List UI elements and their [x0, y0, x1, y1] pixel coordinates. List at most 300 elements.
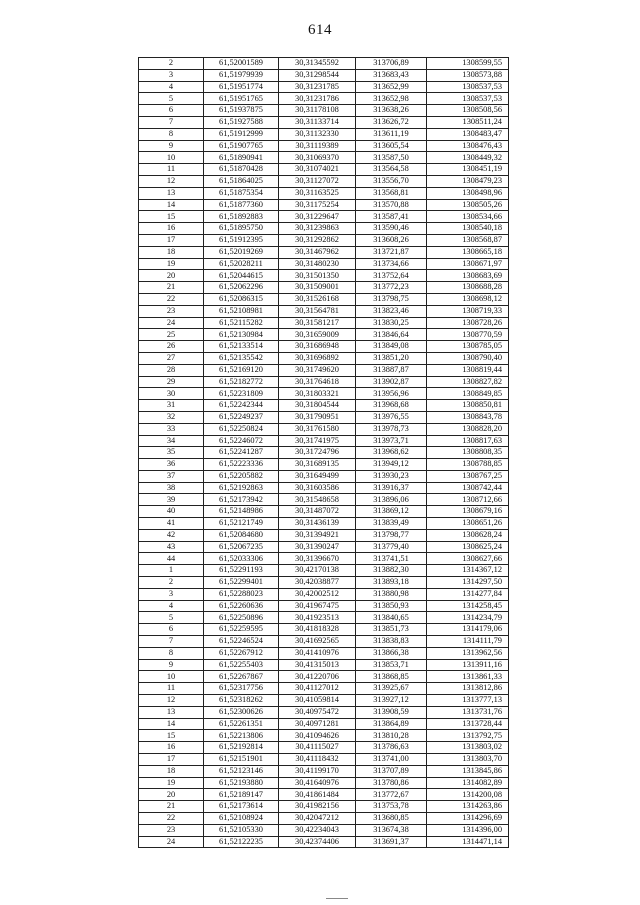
- latitude-cell: 61,52130984: [204, 329, 279, 341]
- longitude-cell: 30,31659009: [279, 329, 356, 341]
- longitude-cell: 30,31133714: [279, 116, 356, 128]
- y-coordinate-cell: 1308785,05: [427, 341, 509, 353]
- point-number-cell: 20: [139, 789, 204, 801]
- latitude-cell: 61,52241287: [204, 447, 279, 459]
- table-row: [139, 352, 509, 364]
- latitude-cell: 61,52300626: [204, 706, 279, 718]
- latitude-cell: 61,52317756: [204, 683, 279, 695]
- latitude-cell: 61,51890941: [204, 152, 279, 164]
- point-number-cell: 9: [139, 659, 204, 671]
- y-coordinate-cell: 1308498,96: [427, 187, 509, 199]
- point-number-cell: 24: [139, 317, 204, 329]
- y-coordinate-cell: 1314111,79: [427, 636, 509, 648]
- x-coordinate-cell: 313652,99: [356, 81, 427, 93]
- y-coordinate-cell: 1308712,66: [427, 494, 509, 506]
- longitude-cell: 30,42047212: [279, 813, 356, 825]
- point-number-cell: 11: [139, 164, 204, 176]
- latitude-cell: 61,52267912: [204, 647, 279, 659]
- point-number-cell: 10: [139, 671, 204, 683]
- longitude-cell: 30,42002512: [279, 588, 356, 600]
- point-number-cell: 44: [139, 553, 204, 565]
- x-coordinate-cell: 313956,96: [356, 388, 427, 400]
- y-coordinate-cell: 1314263,86: [427, 801, 509, 813]
- x-coordinate-cell: 313839,49: [356, 518, 427, 530]
- latitude-cell: 61,52231809: [204, 388, 279, 400]
- table-row: [139, 411, 509, 423]
- point-number-cell: 42: [139, 529, 204, 541]
- point-number-cell: 2: [139, 577, 204, 589]
- point-number-cell: 3: [139, 588, 204, 600]
- longitude-cell: 30,31436139: [279, 518, 356, 530]
- latitude-cell: 61,51937875: [204, 105, 279, 117]
- table-row: [139, 293, 509, 305]
- point-number-cell: 4: [139, 81, 204, 93]
- point-number-cell: 16: [139, 223, 204, 235]
- longitude-cell: 30,41127012: [279, 683, 356, 695]
- point-number-cell: 35: [139, 447, 204, 459]
- point-number-cell: 19: [139, 777, 204, 789]
- y-coordinate-cell: 1314179,06: [427, 624, 509, 636]
- x-coordinate-cell: 313638,26: [356, 105, 427, 117]
- y-coordinate-cell: 1314296,69: [427, 813, 509, 825]
- x-coordinate-cell: 313916,37: [356, 482, 427, 494]
- table-row: [139, 58, 509, 70]
- x-coordinate-cell: 313823,46: [356, 305, 427, 317]
- table-row: [139, 789, 509, 801]
- latitude-cell: 61,52182772: [204, 376, 279, 388]
- point-number-cell: 16: [139, 742, 204, 754]
- table-row: [139, 518, 509, 530]
- x-coordinate-cell: 313968,68: [356, 400, 427, 412]
- longitude-cell: 30,31564781: [279, 305, 356, 317]
- table-row: [139, 553, 509, 565]
- latitude-cell: 61,52223336: [204, 459, 279, 471]
- x-coordinate-cell: 313927,12: [356, 695, 427, 707]
- y-coordinate-cell: 1313861,33: [427, 671, 509, 683]
- latitude-cell: 61,52062296: [204, 282, 279, 294]
- latitude-cell: 61,52213806: [204, 730, 279, 742]
- longitude-cell: 30,42374406: [279, 836, 356, 848]
- point-number-cell: 21: [139, 282, 204, 294]
- table-row: [139, 305, 509, 317]
- latitude-cell: 61,52067235: [204, 541, 279, 553]
- latitude-cell: 61,52123146: [204, 765, 279, 777]
- table-row: [139, 246, 509, 258]
- longitude-cell: 30,31724796: [279, 447, 356, 459]
- table-row: [139, 612, 509, 624]
- table-row: [139, 93, 509, 105]
- x-coordinate-cell: 313973,71: [356, 435, 427, 447]
- point-number-cell: 13: [139, 706, 204, 718]
- point-number-cell: 26: [139, 341, 204, 353]
- point-number-cell: 17: [139, 234, 204, 246]
- table-row: [139, 506, 509, 518]
- x-coordinate-cell: 313851,73: [356, 624, 427, 636]
- x-coordinate-cell: 313896,06: [356, 494, 427, 506]
- table-row: [139, 600, 509, 612]
- longitude-cell: 30,41923513: [279, 612, 356, 624]
- latitude-cell: 61,52288023: [204, 588, 279, 600]
- table-row: [139, 175, 509, 187]
- latitude-cell: 61,52121749: [204, 518, 279, 530]
- point-number-cell: 25: [139, 329, 204, 341]
- table-row: [139, 647, 509, 659]
- latitude-cell: 61,51927588: [204, 116, 279, 128]
- longitude-cell: 30,31803321: [279, 388, 356, 400]
- y-coordinate-cell: 1308719,33: [427, 305, 509, 317]
- table-row: [139, 164, 509, 176]
- point-number-cell: 28: [139, 364, 204, 376]
- longitude-cell: 30,31548658: [279, 494, 356, 506]
- x-coordinate-cell: 313810,28: [356, 730, 427, 742]
- longitude-cell: 30,31292862: [279, 234, 356, 246]
- x-coordinate-cell: 313568,81: [356, 187, 427, 199]
- longitude-cell: 30,31689135: [279, 459, 356, 471]
- table-row: [139, 128, 509, 140]
- x-coordinate-cell: 313902,87: [356, 376, 427, 388]
- y-coordinate-cell: 1308627,66: [427, 553, 509, 565]
- latitude-cell: 61,51912999: [204, 128, 279, 140]
- longitude-cell: 30,41118432: [279, 754, 356, 766]
- y-coordinate-cell: 1308850,81: [427, 400, 509, 412]
- x-coordinate-cell: 313741,51: [356, 553, 427, 565]
- latitude-cell: 61,52291193: [204, 565, 279, 577]
- longitude-cell: 30,41410976: [279, 647, 356, 659]
- point-number-cell: 17: [139, 754, 204, 766]
- table-row: [139, 282, 509, 294]
- longitude-cell: 30,31396670: [279, 553, 356, 565]
- y-coordinate-cell: 1308665,18: [427, 246, 509, 258]
- table-row: [139, 801, 509, 813]
- table-row: [139, 223, 509, 235]
- y-coordinate-cell: 1313731,76: [427, 706, 509, 718]
- point-number-cell: 37: [139, 470, 204, 482]
- longitude-cell: 30,41982156: [279, 801, 356, 813]
- table-row: [139, 577, 509, 589]
- longitude-cell: 30,41220706: [279, 671, 356, 683]
- point-number-cell: 39: [139, 494, 204, 506]
- latitude-cell: 61,52133514: [204, 341, 279, 353]
- point-number-cell: 41: [139, 518, 204, 530]
- table-row: [139, 140, 509, 152]
- latitude-cell: 61,52084680: [204, 529, 279, 541]
- table-row: [139, 588, 509, 600]
- x-coordinate-cell: 313866,38: [356, 647, 427, 659]
- x-coordinate-cell: 313608,26: [356, 234, 427, 246]
- latitude-cell: 61,52108924: [204, 813, 279, 825]
- x-coordinate-cell: 313779,40: [356, 541, 427, 553]
- latitude-cell: 61,52173942: [204, 494, 279, 506]
- table-row: [139, 624, 509, 636]
- table-row: [139, 258, 509, 270]
- table-row: [139, 341, 509, 353]
- y-coordinate-cell: 1308573,88: [427, 69, 509, 81]
- table-row: [139, 482, 509, 494]
- y-coordinate-cell: 1314234,79: [427, 612, 509, 624]
- table-row: [139, 494, 509, 506]
- latitude-cell: 61,52299401: [204, 577, 279, 589]
- x-coordinate-cell: 313853,71: [356, 659, 427, 671]
- page-number: 614: [308, 22, 332, 38]
- x-coordinate-cell: 313564,58: [356, 164, 427, 176]
- latitude-cell: 61,52267867: [204, 671, 279, 683]
- longitude-cell: 30,31345592: [279, 58, 356, 70]
- longitude-cell: 30,31132330: [279, 128, 356, 140]
- point-number-cell: 40: [139, 506, 204, 518]
- longitude-cell: 30,31804544: [279, 400, 356, 412]
- latitude-cell: 61,52205882: [204, 470, 279, 482]
- table-row: [139, 187, 509, 199]
- latitude-cell: 61,52122235: [204, 836, 279, 848]
- x-coordinate-cell: 313605,54: [356, 140, 427, 152]
- point-number-cell: 18: [139, 765, 204, 777]
- table-row: [139, 105, 509, 117]
- point-number-cell: 22: [139, 813, 204, 825]
- x-coordinate-cell: 313556,70: [356, 175, 427, 187]
- point-number-cell: 7: [139, 116, 204, 128]
- latitude-cell: 61,52033306: [204, 553, 279, 565]
- point-number-cell: 6: [139, 624, 204, 636]
- longitude-cell: 30,31603586: [279, 482, 356, 494]
- table-row: [139, 270, 509, 282]
- table-row: [139, 730, 509, 742]
- latitude-cell: 61,51979939: [204, 69, 279, 81]
- x-coordinate-cell: 313840,65: [356, 612, 427, 624]
- coordinates-table: [138, 57, 509, 848]
- x-coordinate-cell: 313772,67: [356, 789, 427, 801]
- longitude-cell: 30,31480230: [279, 258, 356, 270]
- x-coordinate-cell: 313611,19: [356, 128, 427, 140]
- longitude-cell: 30,40975472: [279, 706, 356, 718]
- x-coordinate-cell: 313868,85: [356, 671, 427, 683]
- y-coordinate-cell: 1308843,78: [427, 411, 509, 423]
- longitude-cell: 30,31298544: [279, 69, 356, 81]
- y-coordinate-cell: 1313803,70: [427, 754, 509, 766]
- latitude-cell: 61,52255403: [204, 659, 279, 671]
- x-coordinate-cell: 313838,83: [356, 636, 427, 648]
- latitude-cell: 61,52173614: [204, 801, 279, 813]
- y-coordinate-cell: 1308767,25: [427, 470, 509, 482]
- latitude-cell: 61,52260636: [204, 600, 279, 612]
- table-row: [139, 459, 509, 471]
- point-number-cell: 33: [139, 423, 204, 435]
- y-coordinate-cell: 1308679,16: [427, 506, 509, 518]
- longitude-cell: 30,41315013: [279, 659, 356, 671]
- table-row: [139, 81, 509, 93]
- latitude-cell: 61,52250896: [204, 612, 279, 624]
- latitude-cell: 61,52135542: [204, 352, 279, 364]
- longitude-cell: 30,31467962: [279, 246, 356, 258]
- longitude-cell: 30,31581217: [279, 317, 356, 329]
- y-coordinate-cell: 1308742,44: [427, 482, 509, 494]
- latitude-cell: 61,51877360: [204, 199, 279, 211]
- table-row: [139, 659, 509, 671]
- table-row: [139, 683, 509, 695]
- y-coordinate-cell: 1314297,50: [427, 577, 509, 589]
- point-number-cell: 5: [139, 612, 204, 624]
- latitude-cell: 61,51870428: [204, 164, 279, 176]
- point-number-cell: 11: [139, 683, 204, 695]
- longitude-cell: 30,31069370: [279, 152, 356, 164]
- x-coordinate-cell: 313930,23: [356, 470, 427, 482]
- y-coordinate-cell: 1314471,14: [427, 836, 509, 848]
- y-coordinate-cell: 1308688,28: [427, 282, 509, 294]
- longitude-cell: 30,31761580: [279, 423, 356, 435]
- longitude-cell: 30,31501350: [279, 270, 356, 282]
- table-row: [139, 317, 509, 329]
- longitude-cell: 30,31649499: [279, 470, 356, 482]
- y-coordinate-cell: 1308808,35: [427, 447, 509, 459]
- latitude-cell: 61,52044615: [204, 270, 279, 282]
- x-coordinate-cell: 313798,75: [356, 293, 427, 305]
- x-coordinate-cell: 313721,87: [356, 246, 427, 258]
- x-coordinate-cell: 313864,89: [356, 718, 427, 730]
- y-coordinate-cell: 1308476,43: [427, 140, 509, 152]
- y-coordinate-cell: 1313792,75: [427, 730, 509, 742]
- latitude-cell: 61,51912395: [204, 234, 279, 246]
- table-row: [139, 234, 509, 246]
- x-coordinate-cell: 313626,72: [356, 116, 427, 128]
- latitude-cell: 61,51895750: [204, 223, 279, 235]
- table-row: [139, 777, 509, 789]
- y-coordinate-cell: 1308849,85: [427, 388, 509, 400]
- y-coordinate-cell: 1313812,86: [427, 683, 509, 695]
- y-coordinate-cell: 1314277,84: [427, 588, 509, 600]
- longitude-cell: 30,31127072: [279, 175, 356, 187]
- point-number-cell: 7: [139, 636, 204, 648]
- longitude-cell: 30,31231786: [279, 93, 356, 105]
- x-coordinate-cell: 313780,86: [356, 777, 427, 789]
- latitude-cell: 61,51951765: [204, 93, 279, 105]
- y-coordinate-cell: 1313845,86: [427, 765, 509, 777]
- x-coordinate-cell: 313976,55: [356, 411, 427, 423]
- y-coordinate-cell: 1308537,53: [427, 93, 509, 105]
- x-coordinate-cell: 313753,78: [356, 801, 427, 813]
- point-number-cell: 4: [139, 600, 204, 612]
- x-coordinate-cell: 313652,98: [356, 93, 427, 105]
- latitude-cell: 61,51951774: [204, 81, 279, 93]
- y-coordinate-cell: 1308540,18: [427, 223, 509, 235]
- point-number-cell: 8: [139, 647, 204, 659]
- point-number-cell: 30: [139, 388, 204, 400]
- longitude-cell: 30,42234043: [279, 824, 356, 836]
- latitude-cell: 61,52105330: [204, 824, 279, 836]
- latitude-cell: 61,51864025: [204, 175, 279, 187]
- point-number-cell: 5: [139, 93, 204, 105]
- table-row: [139, 824, 509, 836]
- y-coordinate-cell: 1308537,53: [427, 81, 509, 93]
- y-coordinate-cell: 1308451,19: [427, 164, 509, 176]
- x-coordinate-cell: 313869,12: [356, 506, 427, 518]
- y-coordinate-cell: 1313962,56: [427, 647, 509, 659]
- latitude-cell: 61,52249237: [204, 411, 279, 423]
- y-coordinate-cell: 1308625,24: [427, 541, 509, 553]
- bottom-divider: [326, 898, 348, 899]
- x-coordinate-cell: 313706,89: [356, 58, 427, 70]
- longitude-cell: 30,41818328: [279, 624, 356, 636]
- longitude-cell: 30,41692565: [279, 636, 356, 648]
- y-coordinate-cell: 1308483,47: [427, 128, 509, 140]
- point-number-cell: 22: [139, 293, 204, 305]
- longitude-cell: 30,31178108: [279, 105, 356, 117]
- y-coordinate-cell: 1308508,56: [427, 105, 509, 117]
- latitude-cell: 61,52246072: [204, 435, 279, 447]
- longitude-cell: 30,31764618: [279, 376, 356, 388]
- x-coordinate-cell: 313707,89: [356, 765, 427, 777]
- latitude-cell: 61,51907765: [204, 140, 279, 152]
- x-coordinate-cell: 313691,37: [356, 836, 427, 848]
- coordinates-table-body: [139, 58, 509, 848]
- table-row: [139, 211, 509, 223]
- point-number-cell: 34: [139, 435, 204, 447]
- x-coordinate-cell: 313850,93: [356, 600, 427, 612]
- point-number-cell: 43: [139, 541, 204, 553]
- table-row: [139, 364, 509, 376]
- point-number-cell: 15: [139, 730, 204, 742]
- y-coordinate-cell: 1308599,55: [427, 58, 509, 70]
- y-coordinate-cell: 1308671,97: [427, 258, 509, 270]
- longitude-cell: 30,31074021: [279, 164, 356, 176]
- point-number-cell: 14: [139, 199, 204, 211]
- point-number-cell: 15: [139, 211, 204, 223]
- y-coordinate-cell: 1308505,26: [427, 199, 509, 211]
- x-coordinate-cell: 313798,77: [356, 529, 427, 541]
- x-coordinate-cell: 313772,23: [356, 282, 427, 294]
- point-number-cell: 19: [139, 258, 204, 270]
- y-coordinate-cell: 1308511,24: [427, 116, 509, 128]
- table-row: [139, 754, 509, 766]
- longitude-cell: 30,31749620: [279, 364, 356, 376]
- longitude-cell: 30,31119389: [279, 140, 356, 152]
- y-coordinate-cell: 1308828,20: [427, 423, 509, 435]
- table-row: [139, 565, 509, 577]
- point-number-cell: 31: [139, 400, 204, 412]
- longitude-cell: 30,42170138: [279, 565, 356, 577]
- longitude-cell: 30,31394921: [279, 529, 356, 541]
- latitude-cell: 61,52246524: [204, 636, 279, 648]
- y-coordinate-cell: 1313728,44: [427, 718, 509, 730]
- x-coordinate-cell: 313830,25: [356, 317, 427, 329]
- table-row: [139, 435, 509, 447]
- latitude-cell: 61,52261351: [204, 718, 279, 730]
- x-coordinate-cell: 313786,63: [356, 742, 427, 754]
- longitude-cell: 30,41861484: [279, 789, 356, 801]
- y-coordinate-cell: 1308628,24: [427, 529, 509, 541]
- point-number-cell: 3: [139, 69, 204, 81]
- x-coordinate-cell: 313741,00: [356, 754, 427, 766]
- longitude-cell: 30,31686948: [279, 341, 356, 353]
- x-coordinate-cell: 313846,64: [356, 329, 427, 341]
- latitude-cell: 61,52192814: [204, 742, 279, 754]
- table-row: [139, 529, 509, 541]
- point-number-cell: 14: [139, 718, 204, 730]
- x-coordinate-cell: 313587,41: [356, 211, 427, 223]
- table-row: [139, 388, 509, 400]
- x-coordinate-cell: 313752,64: [356, 270, 427, 282]
- x-coordinate-cell: 313851,20: [356, 352, 427, 364]
- x-coordinate-cell: 313893,18: [356, 577, 427, 589]
- longitude-cell: 30,41115027: [279, 742, 356, 754]
- point-number-cell: 12: [139, 175, 204, 187]
- x-coordinate-cell: 313587,50: [356, 152, 427, 164]
- longitude-cell: 30,31487072: [279, 506, 356, 518]
- latitude-cell: 61,52028211: [204, 258, 279, 270]
- table-row: [139, 671, 509, 683]
- x-coordinate-cell: 313680,85: [356, 813, 427, 825]
- y-coordinate-cell: 1308683,69: [427, 270, 509, 282]
- table-row: [139, 69, 509, 81]
- latitude-cell: 61,52242344: [204, 400, 279, 412]
